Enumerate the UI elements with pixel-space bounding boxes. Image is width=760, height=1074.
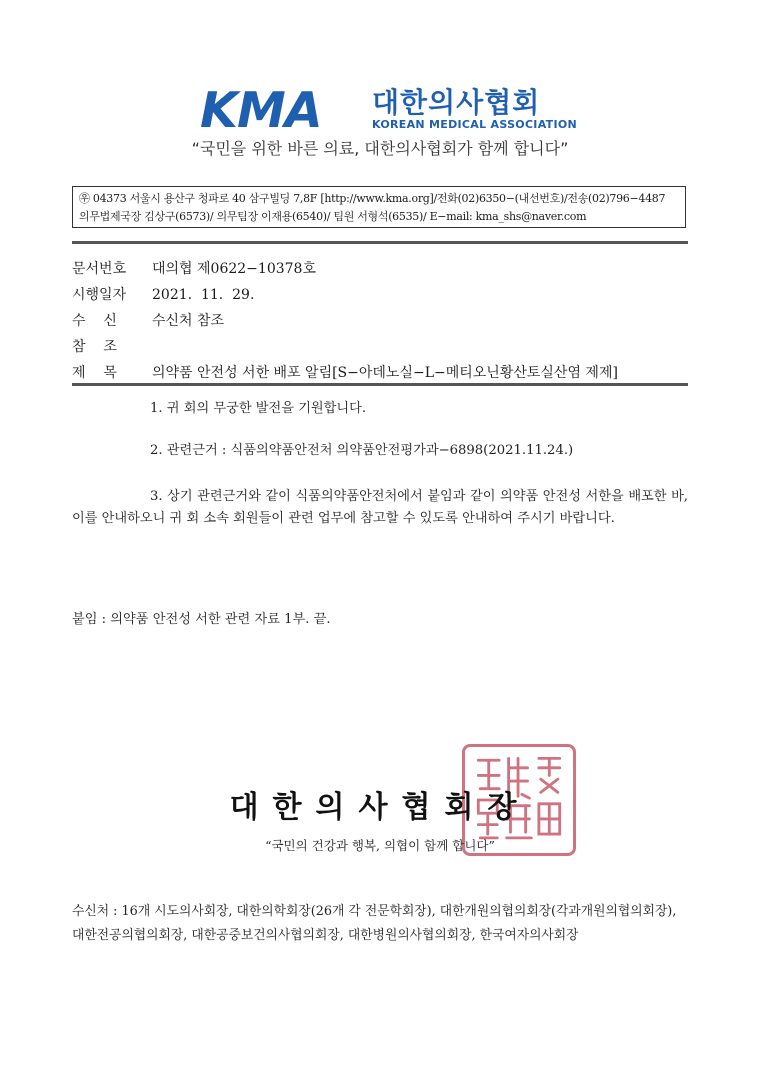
field-recipient — [72, 308, 692, 334]
field-value: 2021. 11. 29. — [152, 287, 255, 303]
logo-name-english: KOREAN MEDICAL ASSOCIATION — [372, 118, 578, 131]
kma-logo — [200, 82, 578, 139]
field-value: 수신처 참조 — [152, 313, 225, 329]
header-divider-top — [72, 241, 688, 244]
contact-line-address: ㉾ 04373 서울시 용산구 청파로 40 삼구빌딩 7,8F [http://www.kma.org]/전화(02)6350−(내선번호)/전송(02)796−4487 — [79, 192, 666, 205]
field-label: 참 조 — [72, 339, 117, 355]
field-reference — [72, 334, 692, 360]
field-doc-number — [72, 256, 692, 282]
field-label: 문서번호 — [72, 261, 127, 277]
contact-line-staff: 의무법제국장 김상구(6573)/ 의무팀장 이재용(6540)/ 팀원 서형석(6535)/ E−mail: kma_shs@naver.com — [79, 210, 587, 223]
field-value: 의약품 안전성 서한 배포 알림[S−아데노실−L−메티오닌황산토실산염 제제] — [152, 365, 618, 381]
logo-acronym: KMA — [200, 82, 322, 139]
recipient-list: 수신처 : 16개 시도의사회장, 대한의학회장(26개 각 전문학회장), 대한개원의협의회장(각과개원의협의회장), 대한전공의협의회장, 대한공중보건의사협의회장, 대한병원의사협의회장, 한국여자의사회장 — [72, 904, 677, 943]
sender-motto: “국민의 건강과 행복, 의협이 함께 합니다” — [265, 838, 495, 853]
sender-title: 대한의사협회장 — [229, 790, 531, 825]
document-fields — [72, 256, 692, 386]
header-divider-bottom — [72, 383, 688, 386]
slogan: “국민을 위한 바른 의료, 대한의사협회가 함께 합니다” — [191, 139, 569, 158]
logo-name-korean: 대한의사협회 — [372, 86, 541, 119]
field-label: 시행일자 — [72, 287, 127, 303]
field-date — [72, 282, 692, 308]
attachment-note: 붙임 : 의약품 안전성 서한 관련 자료 1부. 끝. — [72, 612, 331, 627]
field-value: 대의협 제0622−10378호 — [152, 261, 316, 277]
field-label: 수 신 — [72, 313, 117, 329]
body-paragraph-1: 1. 귀 회의 무궁한 발전을 기원합니다. — [150, 401, 367, 416]
body-paragraph-3: 3. 상기 관련근거와 같이 식품의약품안전처에서 붙임과 같이 의약품 안전성 서한을 배포한 바, 이를 안내하오니 귀 회 소속 회원들이 관련 업무에 참고할 수 있도록 안내하여 주시기 바랍니다. — [72, 489, 688, 526]
field-label: 제 목 — [72, 365, 117, 381]
contact-box — [72, 186, 686, 228]
field-value — [152, 334, 692, 360]
body-paragraph-2: 2. 관련근거 : 식품의약품안전처 의약품안전평가과−6898(2021.11.24.) — [150, 443, 574, 458]
